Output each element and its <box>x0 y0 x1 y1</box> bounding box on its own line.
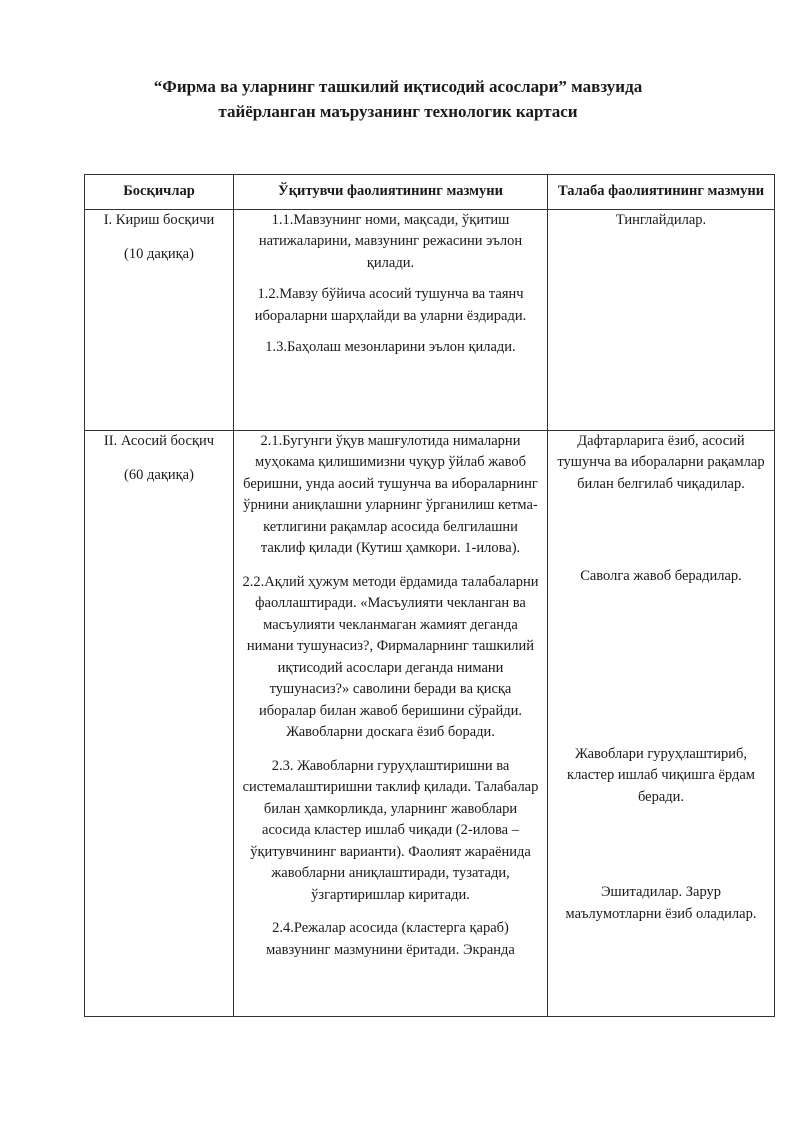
technology-card-table <box>84 174 775 1017</box>
teacher-step: 2.3. Жавобларни гуруҳлаштиришни ва системалаштиришни таклиф қилади. Талабалар билан ҳамкорликда, уларнинг жавоблари асосида кластер ишлаб чиқади (2-илова – ўқитувчининг варианти). Фаолият жараёнида жавобларни аниқлаштиради, тузатади, ўзгартиришлар киритади. <box>242 757 539 903</box>
header-teacher-activity: Ўқитувчи фаолиятининг мазмуни <box>234 175 548 210</box>
table-header-row <box>85 175 775 210</box>
student-step: Дафтарларига ёзиб, асосий тушунча ва ибораларни рақамлар билан белгилаб чиқадилар. <box>557 432 765 492</box>
teacher-step: 2.2.Ақлий ҳужум методи ёрдамида талабаларни фаоллаштиради. «Масъулияти чекланган ва масъулияти чекланмаган жамият деганда нимани тушунасиз?, Фирмаларнинг ташкилий иқтисодий асослари деганда нимани тушунасиз?» саволини беради ва қисқа иборалар билан жавоб беришини сўрайди. Жавобларни доскага ёзиб боради. <box>242 573 539 740</box>
student-activity-cell <box>548 430 775 1016</box>
student-step: Жавоблари гуруҳлаштириб, кластер ишлаб чиқишга ёрдам беради. <box>567 745 755 805</box>
student-activity-cell <box>548 209 775 430</box>
stage-name: II. Асосий босқич <box>103 432 215 449</box>
stage-name: I. Кириш босқичи <box>103 211 215 228</box>
student-step: Эшитадилар. Зарур маълумотларни ёзиб оладилар. <box>565 884 757 922</box>
student-step: Тинглайдилар. <box>615 211 707 228</box>
header-stages: Босқичлар <box>85 175 234 210</box>
page-title <box>0 74 800 124</box>
student-step: Саволга жавоб берадилар. <box>580 568 742 584</box>
teacher-step: 1.1.Мавзунинг номи, мақсади, ўқитиш натижаларини, мавзунинг режасини эълон қилади. <box>258 211 523 271</box>
table-row <box>85 209 775 430</box>
teacher-step: 1.2.Мавзу бўйича асосий тушунча ва таянч ибораларни шарҳлайди ва уларни ёздиради. <box>254 286 527 324</box>
stage-time: (60 дақиқа) <box>124 467 194 483</box>
stage-time: (10 дақиқа) <box>124 246 194 262</box>
teacher-activity-cell <box>234 209 548 430</box>
stage-cell <box>85 209 234 430</box>
title-line-2: тайёрланган маърузанинг технологик картаси <box>218 102 578 121</box>
teacher-step: 2.4.Режалар асосида (кластерга қараб) мавзунинг мазмунини ёритади. Экранда <box>266 920 515 958</box>
teacher-step: 2.1.Бугунги ўқув машғулотида нималарни муҳокама қилишимизни чуқур ўйлаб жавоб беришни, унда аосий тушунча ва ибораларнинг ўрнини аниқлашни уларнинг ўрганилиш кетма-кетлигини рақамлар асосида белгилашни таклиф қилади (Кутиш ҳамкори. 1-илова). <box>243 432 538 556</box>
teacher-activity-cell <box>234 430 548 1016</box>
title-line-1: “Фирма ва уларнинг ташкилий иқтисодий асослари” мавзуида <box>153 77 643 96</box>
teacher-step: 1.3.Баҳолаш мезонларини эълон қилади. <box>265 339 516 355</box>
table-row <box>85 430 775 1016</box>
header-student-activity: Талаба фаолиятининг мазмуни <box>548 175 775 210</box>
stage-cell <box>85 430 234 1016</box>
